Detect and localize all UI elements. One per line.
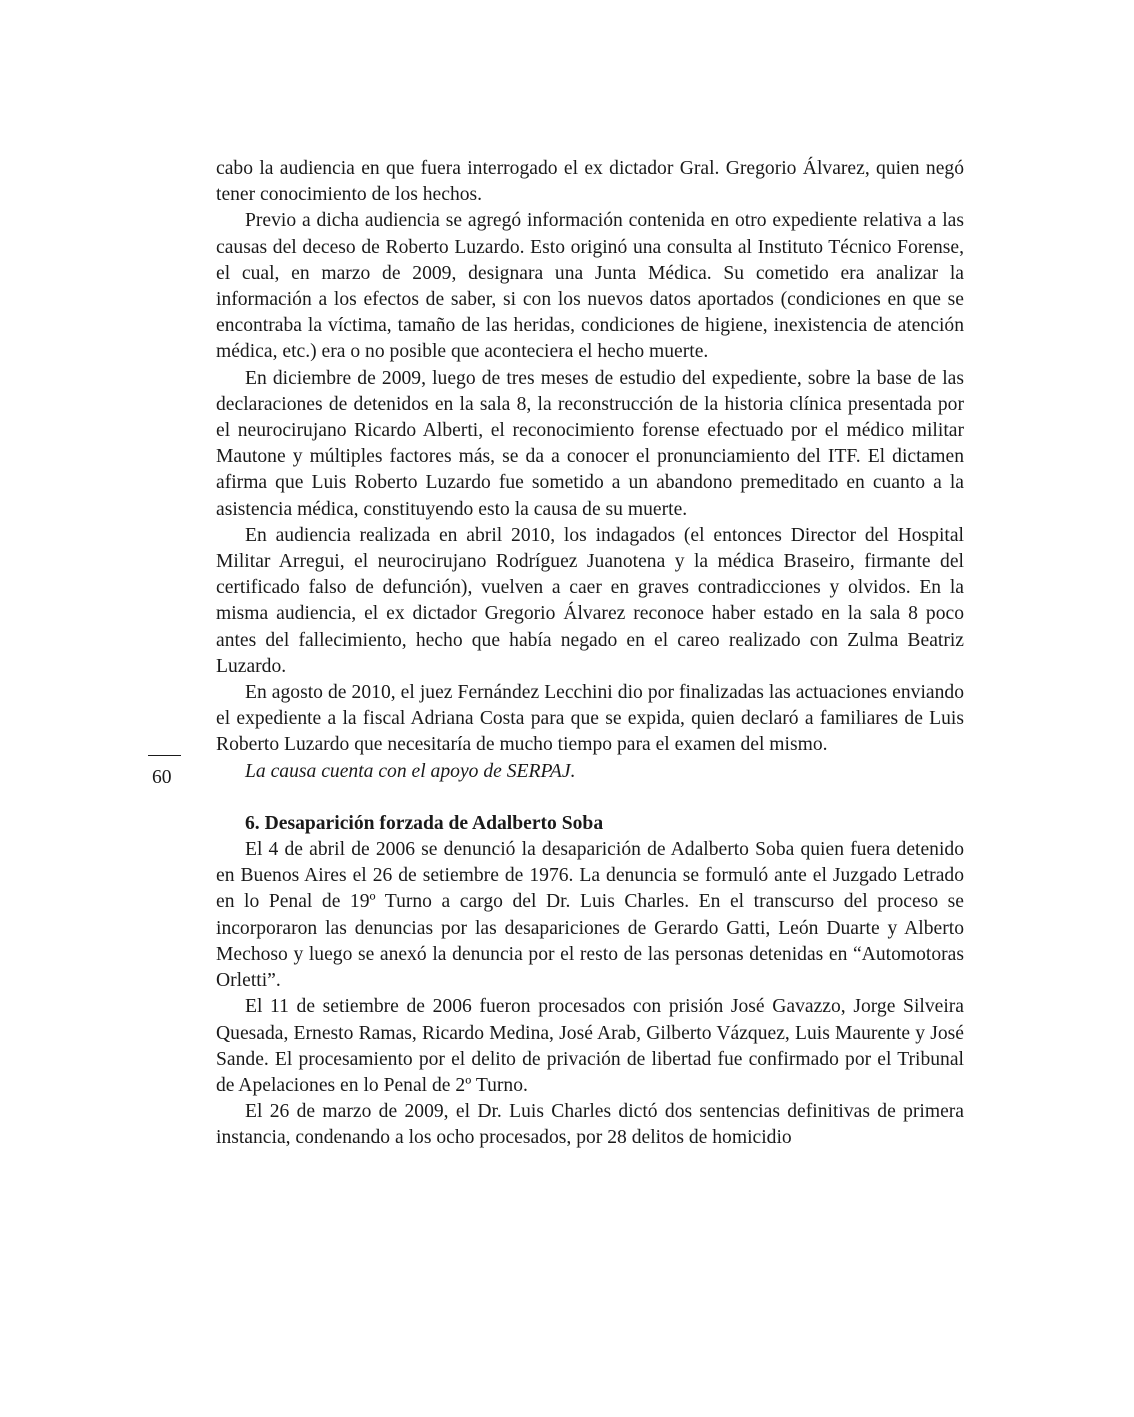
page-number-rule — [148, 755, 181, 756]
section-heading: 6. Desaparición forzada de Adalberto Soba — [245, 812, 604, 834]
paragraph: En audiencia realizada en abril 2010, los indagados (el entonces Director del Hospital Militar Arregui, el neurocirujano Rodríguez Juanotena y la médica Braseiro, firmante del certificado falso de defunción), vuelven a caer en graves contradicciones y olvidos. En la misma audiencia, el ex dictador Gregorio Álvarez reconoce haber estado en la sala 8 poco antes del fallecimiento, hecho que había negado en el careo realizado con Zulma Beatriz Luzardo. — [216, 524, 964, 677]
paragraph: En diciembre de 2009, luego de tres meses de estudio del expediente, sobre la base de las declaraciones de detenidos en la sala 8, la reconstrucción de la historia clínica presentada por el neurocirujano Ricardo Alberti, el reconocimiento forense efectuado por el médico militar Mautone y múltiples factores más, se da a conocer el pronunciamiento del ITF. El dictamen afirma que Luis Roberto Luzardo fue sometido a un abandono premeditado en cuanto a la asistencia médica, constituyendo esto la causa de su muerte. — [216, 367, 964, 520]
paragraph: El 26 de marzo de 2009, el Dr. Luis Charles dictó dos sentencias definitivas de primera instancia, condenando a los ocho procesados, por 28 delitos de homicidio — [216, 1101, 964, 1149]
paragraph: Previo a dicha audiencia se agregó información contenida en otro expediente relativa a las causas del deceso de Roberto Luzardo. Esto originó una consulta al Instituto Técnico Forense, el cual, en marzo de 2009, designara una Junta Médica. Su cometido era analizar la información a los efectos de saber, si con los nuevos datos aportados (condiciones en que se encontraba la víctima, tamaño de las heridas, condiciones de higiene, inexistencia de atención médica, etc.) era o no posible que aconteciera el hecho muerte. — [216, 210, 964, 363]
paragraph: En agosto de 2010, el juez Fernández Lecchini dio por finalizadas las actuaciones enviando el expediente a la fiscal Adriana Costa para que se expida, quien declaró a familiares de Luis Roberto Luzardo que necesitaría de mucho tiempo para el examen del mismo. — [216, 682, 964, 756]
paragraph: El 4 de abril de 2006 se denunció la desaparición de Adalberto Soba quien fuera detenido en Buenos Aires el 26 de setiembre de 1976. La denuncia se formuló ante el Juzgado Letrado en lo Penal de 19º Turno a cargo del Dr. Luis Charles. En el transcurso del proceso se incorporaron las denuncias por las desapariciones de Gerardo Gatti, León Duarte y Alberto Mechoso y luego se anexó la denuncia por el resto de las personas detenidas en “Automotoras Orletti”. — [216, 839, 964, 992]
page-number: 60 — [152, 767, 172, 788]
body-text — [216, 156, 964, 1152]
paragraph: cabo la audiencia en que fuera interrogado el ex dictador Gral. Gregorio Álvarez, quien negó tener conocimiento de los hechos. — [216, 158, 964, 206]
support-note: La causa cuenta con el apoyo de SERPAJ. — [245, 760, 576, 782]
paragraph: El 11 de setiembre de 2006 fueron procesados con prisión José Gavazzo, Jorge Silveira Quesada, Ernesto Ramas, Ricardo Medina, José Arab, Gilberto Vázquez, Luis Maurente y José Sande. El procesamiento por el delito de privación de libertad fue confirmado por el Tribunal de Apelaciones en lo Penal de 2º Turno. — [216, 996, 964, 1096]
